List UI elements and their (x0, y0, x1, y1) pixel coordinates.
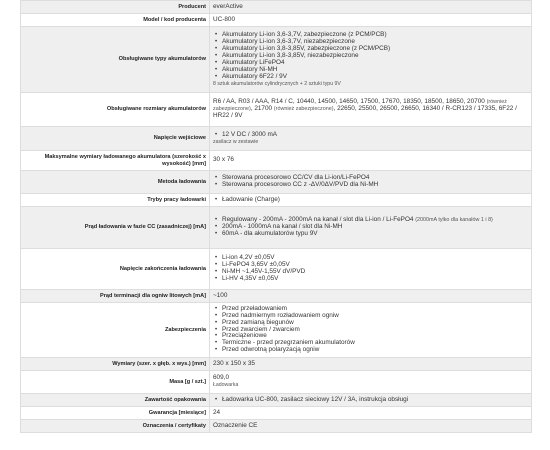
list-item: • Sterowana procesorowo CC/CV dla Li-ion/Li-FePO4 (222, 175, 528, 182)
list-item-text: 200mA - 1000mA na kanał / slot dla Ni-MH (222, 223, 343, 231)
spec-value: 230 x 150 x 35 (210, 358, 532, 371)
sizes-text: , 22650, 25500, 26500, 26650, 16340 / R-CR123 / 17335, 6F22 / HR22 / 9V (213, 105, 517, 119)
spec-label: Tryby pracy ładowarki (21, 194, 210, 207)
table-row (21, 14, 532, 27)
table-row (21, 93, 532, 127)
spec-label: Obsługiwane rozmiary akumulatorów (21, 93, 210, 127)
spec-value (210, 127, 532, 151)
spec-label: Prąd ładowania w fazie CC (zasadniczej) [mA] (21, 207, 210, 249)
spec-value: 30 x 76 (210, 151, 532, 171)
package-contents-list (213, 397, 528, 404)
spec-label: Masa [g / szt.] (21, 371, 210, 394)
list-item: • Akumulatory Li-ion 3,6-3,7V, zabezpieczone (z PCM/PCB) (222, 32, 528, 39)
spec-label: Napięcie zakończenia ładowania (21, 249, 210, 290)
list-item: • Przeciążeniowe (222, 333, 528, 340)
table-row (21, 394, 532, 407)
spec-note: Ładowarka (213, 382, 239, 389)
list-item: • Przed przeładowaniem (222, 306, 528, 313)
mass-value: 609,0 (213, 374, 229, 382)
table-row (21, 290, 532, 303)
table-row (21, 420, 532, 433)
list-item-text: Regulowany - 200mA - 2000mA na kanał / slot dla Li-ion / Li-FePO4 (222, 216, 416, 224)
list-item: • Akumulatory Li-ion 3,8-3,85V, zabezpieczone (z PCM/PCB) (222, 46, 528, 53)
spec-value (210, 207, 532, 249)
spec-label: Wymiary (szer. x głęb. x wys.) [mm] (21, 358, 210, 371)
list-item: • Akumulatory Li-ion 3,8-3,85V, niezabezpieczone (222, 53, 528, 60)
spec-value: Oznaczenie CE (210, 420, 532, 433)
list-item: • Przed zamianą biegunów (222, 320, 528, 327)
end-voltage-list (213, 255, 528, 283)
sizes-note: (również zabezpieczone) (273, 106, 334, 113)
spec-value: everActive (210, 1, 532, 14)
sizes-note: (również zabezpieczone) (213, 99, 507, 113)
spec-value (210, 171, 532, 194)
spec-value (210, 303, 532, 358)
table-row (21, 171, 532, 194)
battery-types-list (213, 32, 528, 80)
spec-label: Obsługiwane typy akumulatorów (21, 27, 210, 93)
spec-value (210, 394, 532, 407)
spec-note: zasilacz w zestawie (213, 138, 259, 145)
list-item-note: (2000mA tylko dla kanałów 1 i 8) (415, 217, 493, 224)
table-row (21, 1, 532, 14)
list-item: • Termiczne - przed przegrzaniem akumulatorów (222, 340, 528, 347)
spec-label: Napięcie wejściowe (21, 127, 210, 151)
spec-value: 24 (210, 407, 532, 420)
table-row (21, 371, 532, 394)
table-row (21, 358, 532, 371)
spec-value: ~100 (210, 290, 532, 303)
spec-value (210, 194, 532, 207)
spec-value: UC-800 (210, 14, 532, 27)
list-item: • Ładowarka UC-800, zasilacz sieciowy 12V / 3A, instrukcja obsługi (222, 397, 528, 404)
charging-current-list (213, 217, 528, 238)
spec-label: Zabezpieczenia (21, 303, 210, 358)
input-voltage-list (213, 132, 528, 139)
operating-modes-list (213, 197, 528, 204)
spec-label: Model / kod producenta (21, 14, 210, 27)
table-row (21, 194, 532, 207)
table-row (21, 207, 532, 249)
list-item: • Li-HV 4,35V ±0,05V (222, 276, 528, 283)
list-item: • Akumulatory 6F22 / 9V (222, 74, 528, 81)
list-item: • Li-ion 4,2V ±0,05V (222, 255, 528, 262)
spec-value (210, 27, 532, 93)
spec-value (210, 371, 532, 394)
list-item: • Przed zwarciem / zwarciem (222, 327, 528, 334)
charging-method-list (213, 175, 528, 189)
spec-value (210, 93, 532, 127)
list-item: • Akumulatory LiFePO4 (222, 60, 528, 67)
table-row (21, 249, 532, 290)
list-item: • Przed nadmiernym rozładowaniem ogniw (222, 313, 528, 320)
table-row (21, 303, 532, 358)
spec-label: Producent (21, 1, 210, 14)
list-item: • Akumulatory Ni-MH (222, 67, 528, 74)
sizes-text: , 21700 (250, 105, 274, 113)
protections-list (213, 306, 528, 354)
spec-value (210, 249, 532, 290)
spec-label: Oznaczenia / certyfikaty (21, 420, 210, 433)
spec-label: Prąd terminacji dla ogniw litowych [mA] (21, 290, 210, 303)
sizes-text: R6 / AA, R03 / AAA, R14 / C, 10440, 14500, 14650, 17500, 17670, 18350, 18500, 18650, 20700 (213, 98, 487, 106)
spec-note: 8 sztuk akumulatorów cylindrycznych + 2 sztuki typu 9V (213, 80, 341, 87)
list-item: • Sterowana procesorowo CC z -ΔV/0ΔV/PVD dla Ni-MH (222, 182, 528, 189)
list-item: • Li-FePO4 3,65V ±0,05V (222, 262, 528, 269)
table-row (21, 407, 532, 420)
table-row (21, 151, 532, 171)
list-item: • 12 V DC / 3000 mA (222, 132, 528, 139)
spec-label: Maksymalne wymiary ładowanego akumulatora (szerokość x wysokość) [mm] (21, 151, 210, 171)
list-item (222, 231, 528, 238)
spec-label: Metoda ładowania (21, 171, 210, 194)
list-item: • Ładowanie (Charge) (222, 197, 528, 204)
list-item: • Ni-MH ~1,45V-1,55V dV/PVD (222, 269, 528, 276)
table-row (21, 27, 532, 93)
list-item: • Przed odwrotną polaryzacją ogniw (222, 347, 528, 354)
list-item: • Akumulatory Li-ion 3,6-3,7V, niezabezpieczone (222, 39, 528, 46)
spec-label: Gwarancja [miesiące] (21, 407, 210, 420)
list-item-text: 60mA - dla akumulatorów typu 9V (222, 229, 318, 237)
spec-label: Zawartość opakowania (21, 394, 210, 407)
table-row (21, 127, 532, 151)
specification-table (20, 0, 532, 433)
